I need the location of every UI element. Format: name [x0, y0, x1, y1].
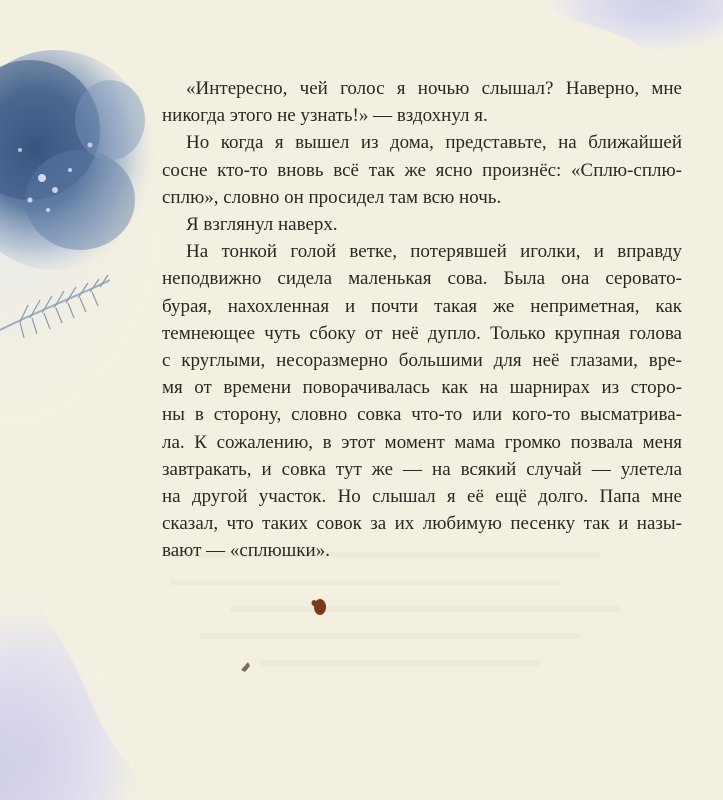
text-line: на другой участок. Но слышал я её ещё долго. Папа мне — [162, 486, 682, 508]
text-line: никогда этого не узнать!» — вздохнул я. — [162, 105, 488, 127]
text-line: неподвижно сидела маленькая сова. Была она серовато- — [162, 268, 682, 290]
faint-bleed-through — [170, 555, 620, 663]
text-line: ны в сторону, словно совка что-то или кого-то высматрива- — [162, 404, 682, 426]
text-line: Я взглянул наверх. — [186, 214, 338, 236]
text-line: Но когда я вышел из дома, представьте, на ближайшей — [186, 132, 682, 154]
text-line: мя от времени поворачивалась как на шарнирах из сторо- — [162, 377, 682, 399]
text-line: бурая, нахохленная и почти такая же неприметная, как — [162, 295, 682, 317]
text-line: завтракать, и совка тут же — на всякий случай — улетела — [162, 458, 682, 480]
text-line: вают — «сплюшки». — [162, 540, 330, 562]
text-line: сплю», словно он просидел там всю ночь. — [162, 186, 502, 208]
text-line: темнеющее чуть сбоку от неё дупло. Только крупная голова — [162, 322, 682, 344]
story-text — [162, 75, 682, 565]
text-line: сказал, что таких совок за их любимую песенку так и назы- — [162, 513, 682, 535]
text-line: с круглыми, несоразмерно большими для неё глазами, вре- — [162, 350, 682, 372]
text-line: сосне кто-то вновь всё так же ясно произнёс: «Сплю-сплю- — [162, 159, 682, 181]
lilac-wash-bottom — [0, 560, 170, 800]
small-bird-mark — [241, 662, 250, 672]
text-line: На тонкой голой ветке, потерявшей иголки, и вправду — [186, 241, 682, 263]
lilac-sky-wash-top — [530, 0, 723, 71]
text-line: ла. К сожалению, в этот момент мама громко позвала меня — [162, 431, 682, 453]
text-line: «Интересно, чей голос я ночью слышал? Наверно, мне — [186, 78, 682, 99]
